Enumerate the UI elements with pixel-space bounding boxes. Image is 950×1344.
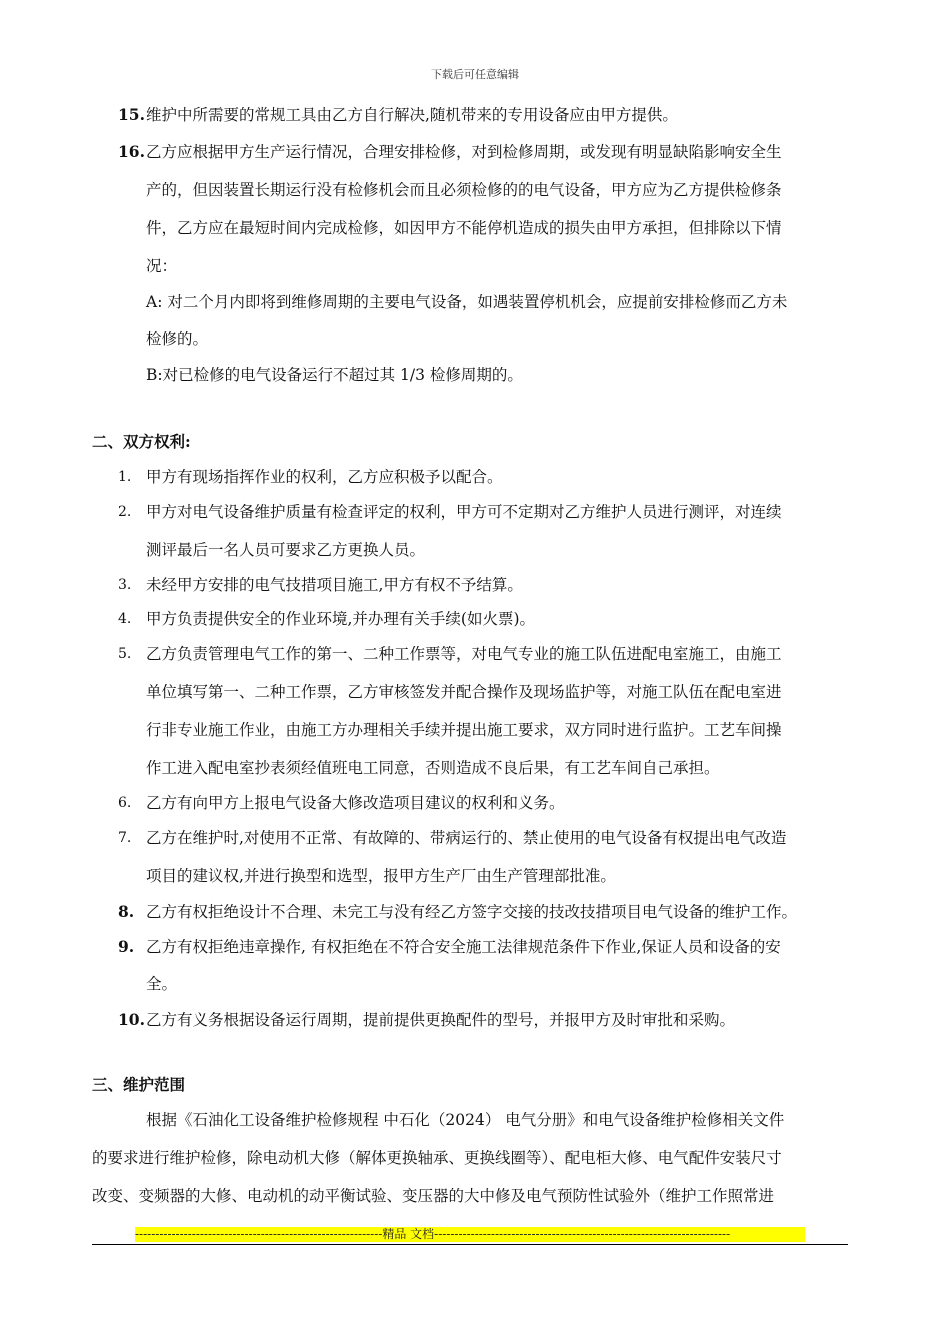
item-number: 10.	[118, 1010, 145, 1029]
item-number: 8.	[118, 902, 135, 921]
item-number: 9.	[118, 937, 135, 956]
page-header: 下载后可任意编辑	[431, 68, 519, 81]
item-text: 乙方有义务根据设备运行周期，提前提供更换配件的型号，并报甲方及时审批和采购。	[146, 1011, 736, 1029]
item-text: 全。	[146, 975, 178, 993]
item-text: A: 对二个月内即将到维修周期的主要电气设备，如遇装置停机机会，应提前安排检修而乙方未	[146, 293, 788, 311]
item-text: 乙方应根据甲方生产运行情况，合理安排检修，对到检修周期，或发现有明显缺陷影响安全生	[146, 143, 782, 161]
item-text: 检修的。	[146, 330, 209, 348]
section-heading: 二、双方权利:	[92, 432, 191, 451]
footer-rule	[92, 1244, 848, 1245]
item-text: 甲方对电气设备维护质量有检查评定的权利，甲方可不定期对乙方维护人员进行测评，对连续	[146, 503, 782, 521]
item-text: 甲方有现场指挥作业的权利，乙方应积极予以配合。	[146, 468, 503, 486]
item-text: 乙方有权拒绝违章操作, 有权拒绝在不符合安全施工法律规范条件下作业,保证人员和设备的安	[146, 938, 781, 956]
item-number: 6.	[118, 795, 132, 811]
item-text: 乙方负责管理电气工作的第一、二种工作票等，对电气专业的施工队伍进配电室施工，由施工	[146, 645, 782, 663]
paragraph-line: 改变、变频器的大修、电动机的动平衡试验、变压器的大中修及电气预防性试验外（维护工作照常进	[92, 1187, 775, 1205]
item-text: 况：	[146, 257, 178, 275]
item-text: 未经甲方安排的电气技措项目施工,甲方有权不予结算。	[146, 576, 523, 594]
item-text: 产的，但因装置长期运行没有检修机会而且必须检修的的电气设备，甲方应为乙方提供检修条	[146, 181, 782, 199]
item-number: 3.	[118, 577, 132, 593]
item-text: 维护中所需要的常规工具由乙方自行解决,随机带来的专用设备应由甲方提供。	[146, 106, 678, 124]
item-text: 甲方负责提供安全的作业环境,并办理有关手续(如火票)。	[146, 610, 536, 628]
item-number: 16.	[118, 142, 145, 161]
paragraph-line: 的要求进行维护检修，除电动机大修（解体更换轴承、更换线圈等）、配电柜大修、电气配件安装尺寸	[92, 1149, 782, 1167]
item-text: 作工进入配电室抄表须经值班电工同意，否则造成不良后果，有工艺车间自己承担。	[146, 759, 720, 777]
item-text: 测评最后一名人员可要求乙方更换人员。	[146, 541, 426, 559]
item-text: B:对已检修的电气设备运行不超过其 1/3 检修周期的。	[146, 366, 523, 384]
item-number: 7.	[118, 830, 132, 846]
item-text: 乙方有权拒绝设计不合理、未完工与没有经乙方签字交接的技改技措项目电气设备的维护工作。	[146, 903, 798, 921]
item-number: 2.	[118, 504, 132, 520]
paragraph-line: 根据《石油化工设备维护检修规程 中石化（2024） 电气分册》和电气设备维护检修相关文件	[146, 1111, 785, 1129]
section-heading: 三、维护范围	[92, 1075, 186, 1094]
item-text: 乙方在维护时,对使用不正常、有故障的、带病运行的、禁止使用的电气设备有权提出电气改造	[146, 829, 787, 847]
item-text: 乙方有向甲方上报电气设备大修改造项目建议的权利和义务。	[146, 794, 565, 812]
footer-banner: -------------------------------------------------------------精品 文档-------------------------------------------------------------------------	[135, 1227, 805, 1242]
item-text: 行非专业施工作业，由施工方办理相关手续并提出施工要求，双方同时进行监护。工艺车间操	[146, 721, 782, 739]
item-text: 项目的建议权,并进行换型和选型，报甲方生产厂由生产管理部批准。	[146, 867, 616, 885]
item-text: 件，乙方应在最短时间内完成检修，如因甲方不能停机造成的损失由甲方承担，但排除以下情	[146, 219, 782, 237]
item-number: 15.	[118, 105, 145, 124]
item-number: 5.	[118, 646, 132, 662]
item-number: 1.	[118, 469, 132, 485]
item-number: 4.	[118, 611, 132, 627]
item-text: 单位填写第一、二种工作票，乙方审核签发并配合操作及现场监护等，对施工队伍在配电室进	[146, 683, 782, 701]
